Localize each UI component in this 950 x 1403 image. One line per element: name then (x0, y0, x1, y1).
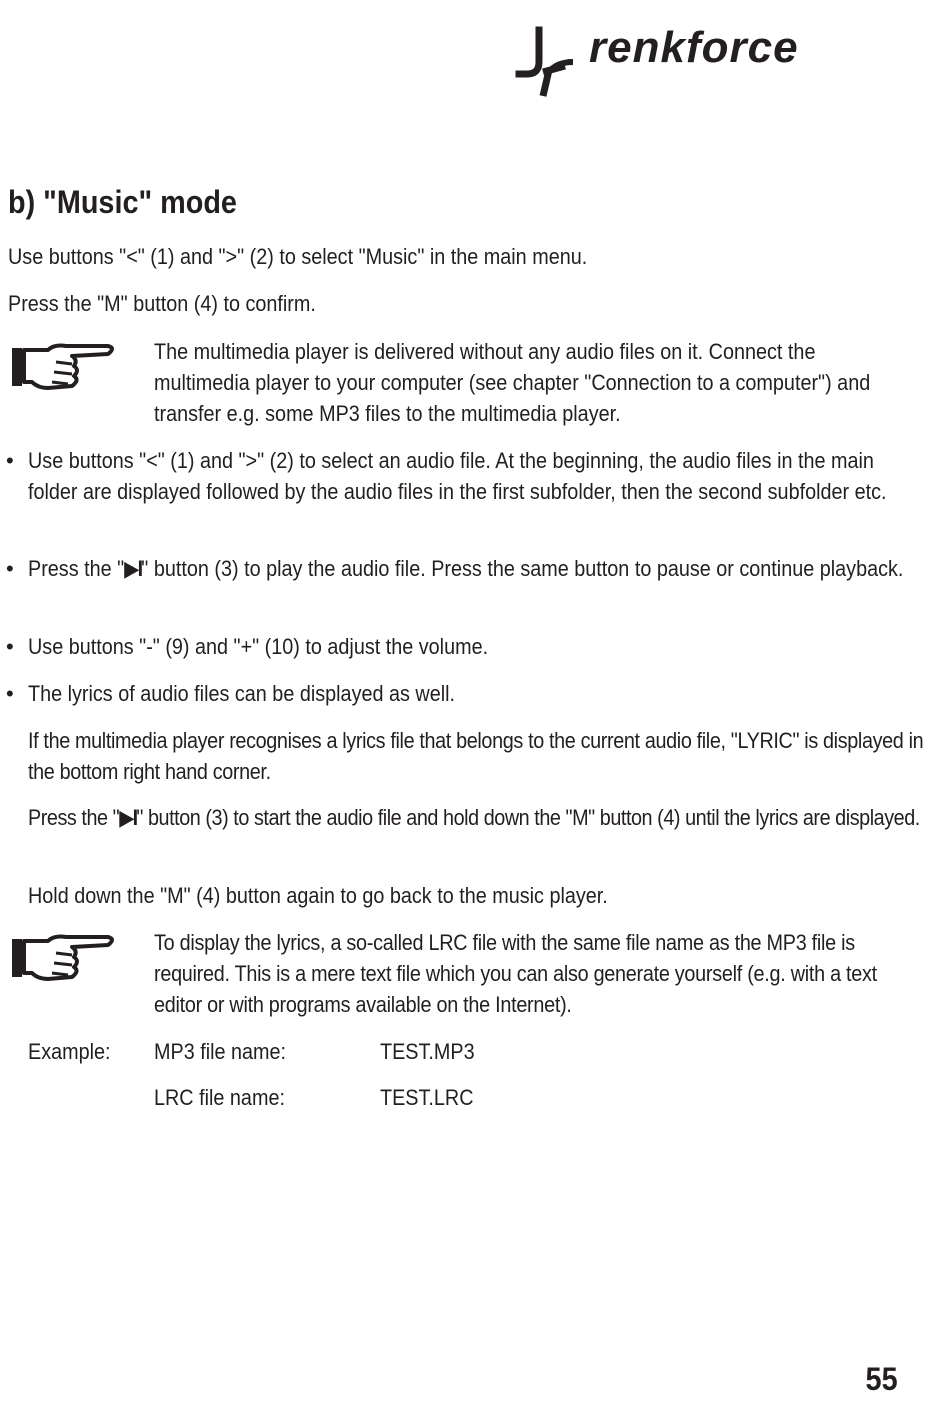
example-row-2-key: LRC file name: (154, 1085, 285, 1110)
brand-name: renkforce (589, 23, 799, 72)
example-label: Example: (28, 1039, 111, 1064)
intro-paragraph-2: Press the "M" button (4) to confirm. (8, 291, 316, 316)
example-row-1-key: MP3 file name: (154, 1039, 287, 1064)
play-pause-icon: ▶I (119, 805, 137, 830)
bullet-1-text: Use buttons "<" (1) and ">" (2) to select an audio file. At the beginning, the audio files in the main folder are displayed followed by the audio files in the first subfolder, then the second subfolder etc. (28, 448, 887, 504)
bullet-2-prefix: Press the " (28, 556, 125, 581)
bullet-3-text: Use buttons "-" (9) and "+" (10) to adjust the volume. (28, 634, 489, 659)
note-1-text: The multimedia player is delivered without any audio files on it. Connect the multimedia player to your computer (see chapter "Connection to a computer") and transfer e.g. some MP3 files to the multimedia player. (154, 339, 871, 426)
bullet-4-text: The lyrics of audio files can be displayed as well. (28, 681, 456, 706)
lyrics-paragraph-1: If the multimedia player recognises a lyrics file that belongs to the current audio file, "LYRIC" is displayed in the bottom right hand corner. (28, 728, 924, 784)
lyrics-paragraph-3: Hold down the "M" (4) button again to go back to the music player. (28, 883, 608, 908)
page-number: 55 (865, 1361, 898, 1397)
bullet-marker: • (6, 634, 14, 659)
bullet-2-text (28, 553, 928, 584)
brand-logo (515, 22, 905, 100)
lyrics-paragraph-2 (28, 802, 928, 833)
play-pause-icon: ▶I (124, 556, 142, 581)
lyrics-paragraph-2-suffix: " button (3) to start the audio file and hold down the "M" button (4) until the lyrics are displayed. (136, 805, 920, 830)
bullet-2-suffix: " button (3) to play the audio file. Press the same button to pause or continue playback. (141, 556, 904, 581)
bullet-marker: • (6, 681, 14, 706)
intro-paragraph-1: Use buttons "<" (1) and ">" (2) to select "Music" in the main menu. (8, 244, 588, 269)
pointing-hand-icon (8, 929, 118, 985)
bullet-marker: • (6, 448, 14, 473)
pointing-hand-icon (8, 338, 118, 394)
bullet-marker: • (6, 556, 14, 581)
example-row-2-value: TEST.LRC (380, 1085, 474, 1110)
example-row-1-value: TEST.MP3 (380, 1039, 475, 1064)
note-2-text: To display the lyrics, a so-called LRC file with the same file name as the MP3 file is required. This is a mere text file which you can also generate yourself (e.g. with a text editor or with programs available on the Internet). (154, 930, 877, 1017)
lyrics-paragraph-2-prefix: Press the " (28, 805, 120, 830)
section-heading: b) "Music" mode (8, 184, 237, 220)
renkforce-logo-mark-icon (515, 26, 579, 98)
